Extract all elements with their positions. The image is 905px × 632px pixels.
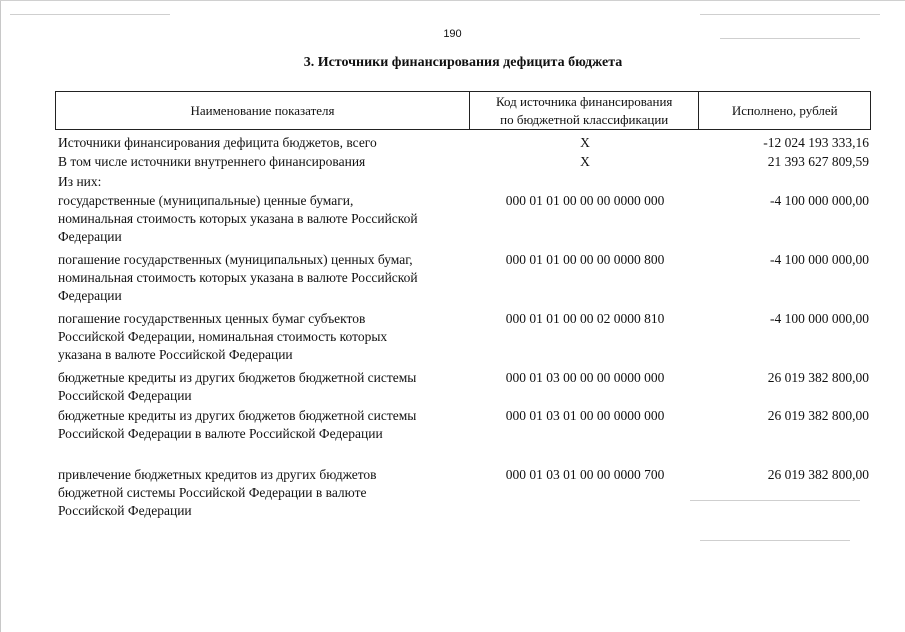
- row-code: 000 01 01 00 00 00 0000 800: [505, 252, 665, 267]
- row-name-line: Федерации: [58, 288, 122, 303]
- row-name: [58, 369, 473, 405]
- row-executed: 26 019 382 800,00: [767, 370, 869, 385]
- row-executed: -4 100 000 000,00: [770, 252, 869, 267]
- row-code: 000 01 01 00 00 00 0000 000: [505, 193, 665, 208]
- page-edge-top: [0, 0, 905, 1]
- row-name: [58, 466, 473, 520]
- section-title: 3. Источники финансирования дефицита бюджета: [303, 55, 623, 70]
- scan-artifact: [700, 14, 880, 15]
- row-name-line: Российской Федерации: [58, 388, 192, 403]
- row-code: 000 01 03 00 00 00 0000 000: [505, 370, 665, 385]
- row-executed: 26 019 382 800,00: [767, 408, 869, 423]
- header-code-line2: по бюджетной классификации: [500, 111, 669, 127]
- row-name-line: номинальная стоимость которых указана в валюте Российской: [58, 270, 418, 285]
- row-name: [58, 310, 473, 364]
- header-executed: Исполнено, рублей: [731, 102, 838, 118]
- scan-artifact: [700, 540, 850, 541]
- row-name-line: Источники финансирования дефицита бюджетов, всего: [58, 135, 377, 150]
- row-name-line: бюджетные кредиты из других бюджетов бюджетной системы: [58, 408, 417, 423]
- row-executed: -4 100 000 000,00: [770, 193, 869, 208]
- row-executed: -4 100 000 000,00: [770, 311, 869, 326]
- row-name-line: бюджетные кредиты из других бюджетов бюджетной системы: [58, 370, 417, 385]
- row-name-line: погашение государственных ценных бумаг субъектов: [58, 311, 366, 326]
- row-code: X: [580, 135, 590, 150]
- row-name-line: Из них:: [58, 174, 102, 189]
- row-name-line: погашение государственных (муниципальных) ценных бумаг,: [58, 252, 413, 267]
- table-header: [55, 91, 871, 130]
- row-name-line: Российской Федерации в валюте Российской Федерации: [58, 426, 383, 441]
- row-executed: -12 024 193 333,16: [763, 135, 869, 150]
- header-code: [470, 92, 699, 129]
- row-name-line: В том числе источники внутреннего финансирования: [58, 154, 366, 169]
- row-executed: 26 019 382 800,00: [767, 467, 869, 482]
- row-name-line: Федерации: [58, 229, 122, 244]
- row-name-line: указана в валюте Российской Федерации: [58, 347, 293, 362]
- page-edge-left: [0, 0, 1, 632]
- row-name-line: бюджетной системы Российской Федерации в валюте: [58, 485, 367, 500]
- row-code: 000 01 03 01 00 00 0000 700: [505, 467, 665, 482]
- scan-artifact: [690, 500, 860, 501]
- row-name: [58, 407, 473, 443]
- scan-artifact: [10, 14, 170, 15]
- row-name-line: номинальная стоимость которых указана в валюте Российской: [58, 211, 418, 226]
- row-name: [58, 134, 473, 152]
- row-name: [58, 173, 473, 191]
- header-code-line1: Код источника финансирования: [495, 93, 673, 109]
- row-name-line: Российской Федерации, номинальная стоимость которых: [58, 329, 388, 344]
- header-name: Наименование показателя: [56, 92, 470, 129]
- row-code: 000 01 03 01 00 00 0000 000: [505, 408, 665, 423]
- page-number: 190: [443, 28, 462, 40]
- row-executed: 21 393 627 809,59: [767, 154, 869, 169]
- row-name-line: государственные (муниципальные) ценные бумаги,: [58, 193, 354, 208]
- row-name-line: привлечение бюджетных кредитов из других бюджетов: [58, 467, 377, 482]
- row-code: X: [580, 154, 590, 169]
- row-name: [58, 251, 473, 305]
- row-name: [58, 153, 473, 171]
- row-code: 000 01 01 00 00 02 0000 810: [505, 311, 665, 326]
- row-name: [58, 192, 473, 246]
- row-name-line: Российской Федерации: [58, 503, 192, 518]
